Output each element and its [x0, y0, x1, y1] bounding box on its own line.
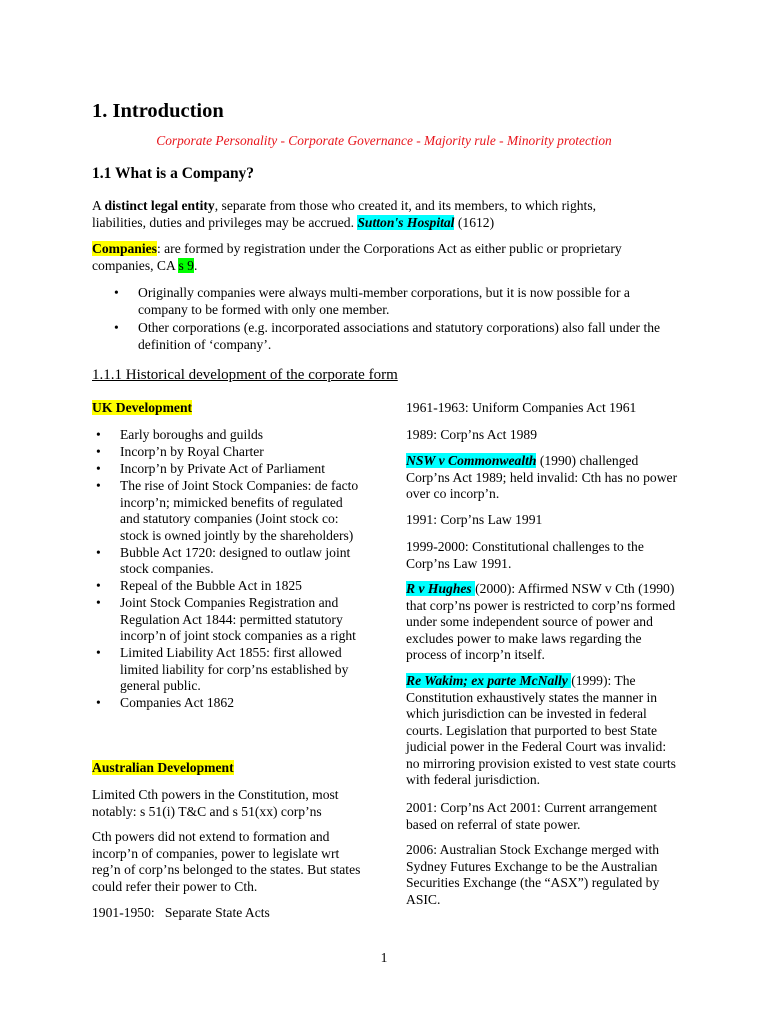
list-item: • Companies Act 1862: [93, 695, 363, 712]
definition-paragraph: A distinct legal entity, separate from those who created it, and its members, to which rights, liabilities, duties and privileges may be accrued. Sutton's Hospital (1612): [92, 198, 597, 230]
timeline-2006: 2006: Australian Stock Exchange merged with Sydney Futures Exchange to be the Australian Securities Exchange (the “ASX”) regulated by ASIC.: [406, 842, 660, 907]
uk-development-list: [93, 427, 363, 712]
company-bullet-list: [92, 285, 672, 355]
section-ref-s9: s 9: [178, 257, 194, 273]
section-heading-what-is-company: 1.1 What is a Company?: [92, 165, 255, 182]
timeline-2001: 2001: Corp’ns Act 2001: Current arrangement based on referral of state power.: [406, 800, 658, 832]
list-item: • Limited Liability Act 1855: first allowed limited liability for corp’ns established by general public.: [93, 645, 363, 695]
uk-development-heading: UK Development: [92, 400, 193, 415]
list-item: • Joint Stock Companies Registration and Regulation Act 1844: permitted statutory incorp’n of joint stock companies as a right: [93, 595, 363, 645]
case-re-wakim: Re Wakim; ex parte McNally: [406, 673, 572, 688]
list-item: • Originally companies were always multi-member corporations, but it is now possible for a company to be formed with only one member.: [92, 285, 672, 318]
companies-term: Companies: [92, 241, 157, 256]
list-item: • The rise of Joint Stock Companies: de facto incorp’n; mimicked benefits of regulated and statutory companies (Joint stock co: stock is owned jointly by the shareholders): [93, 478, 363, 544]
case-r-v-hughes: R v Hughes: [406, 581, 476, 596]
page-subtitle: Corporate Personality - Corporate Governance - Majority rule - Minority protection: [156, 133, 612, 148]
timeline-1961: 1961-1963: Uniform Companies Act 1961: [406, 400, 637, 415]
case-nsw-v-commonwealth: NSW v Commonwealth: [406, 453, 537, 468]
timeline-nsw-v-cth: NSW v Commonwealth (1990) challenged Corp’ns Act 1989; held invalid: Cth has no power over co incorp’n.: [406, 453, 678, 501]
list-item: • Incorp’n by Private Act of Parliament: [93, 461, 363, 478]
companies-paragraph: Companies: are formed by registration under the Corporations Act as either public or proprietary companies, CA s 9.: [92, 241, 622, 273]
case-suttons-hospital: Sutton's Hospital: [357, 214, 455, 230]
list-item: • Early boroughs and guilds: [93, 427, 363, 444]
page-number: 1: [380, 950, 388, 965]
state-acts-paragraph: 1901-1950: Separate State Acts: [92, 905, 270, 920]
section-heading-historical: 1.1.1 Historical development of the corporate form: [92, 367, 398, 383]
page-title: 1. Introduction: [92, 100, 224, 122]
timeline-1989: 1989: Corp’ns Act 1989: [406, 427, 538, 442]
list-item: • Repeal of the Bubble Act in 1825: [93, 578, 363, 595]
timeline-re-wakim: Re Wakim; ex parte McNally (1999): The Constitution exhaustively states the manner in which jurisdiction can be invested in federal courts. Legislation that purported to best State judicial power in the Federal Court was invalid: no mirroring provision existed to vest state courts with federal jurisdiction.: [406, 673, 676, 787]
australian-development-heading: Australian Development: [92, 760, 234, 775]
list-item: • Bubble Act 1720: designed to outlaw joint stock companies.: [93, 545, 363, 578]
cth-formation-paragraph: Cth powers did not extend to formation and incorp’n of companies, power to legislate wrt reg’n of corp’ns belonged to the states. But states could refer their power to Cth.: [92, 829, 361, 894]
list-item: • Incorp’n by Royal Charter: [93, 444, 363, 461]
timeline-1999-2000: 1999-2000: Constitutional challenges to the Corp’ns Law 1991.: [406, 539, 644, 571]
timeline-r-v-hughes: R v Hughes (2000): Affirmed NSW v Cth (1990) that corp’ns power is restricted to corp’ns formed under some independent source of power and excludes power to make laws regarding the process of incorp’n itself.: [406, 581, 676, 662]
distinct-legal-entity-term: distinct legal entity: [104, 198, 215, 213]
cth-powers-paragraph: Limited Cth powers in the Constitution, most notably: s 51(i) T&C and s 51(xx) corp’ns: [92, 787, 339, 819]
timeline-1991: 1991: Corp’ns Law 1991: [406, 512, 543, 527]
list-item: • Other corporations (e.g. incorporated associations and statutory corporations) also fall under the definition of ‘company’.: [92, 320, 672, 353]
